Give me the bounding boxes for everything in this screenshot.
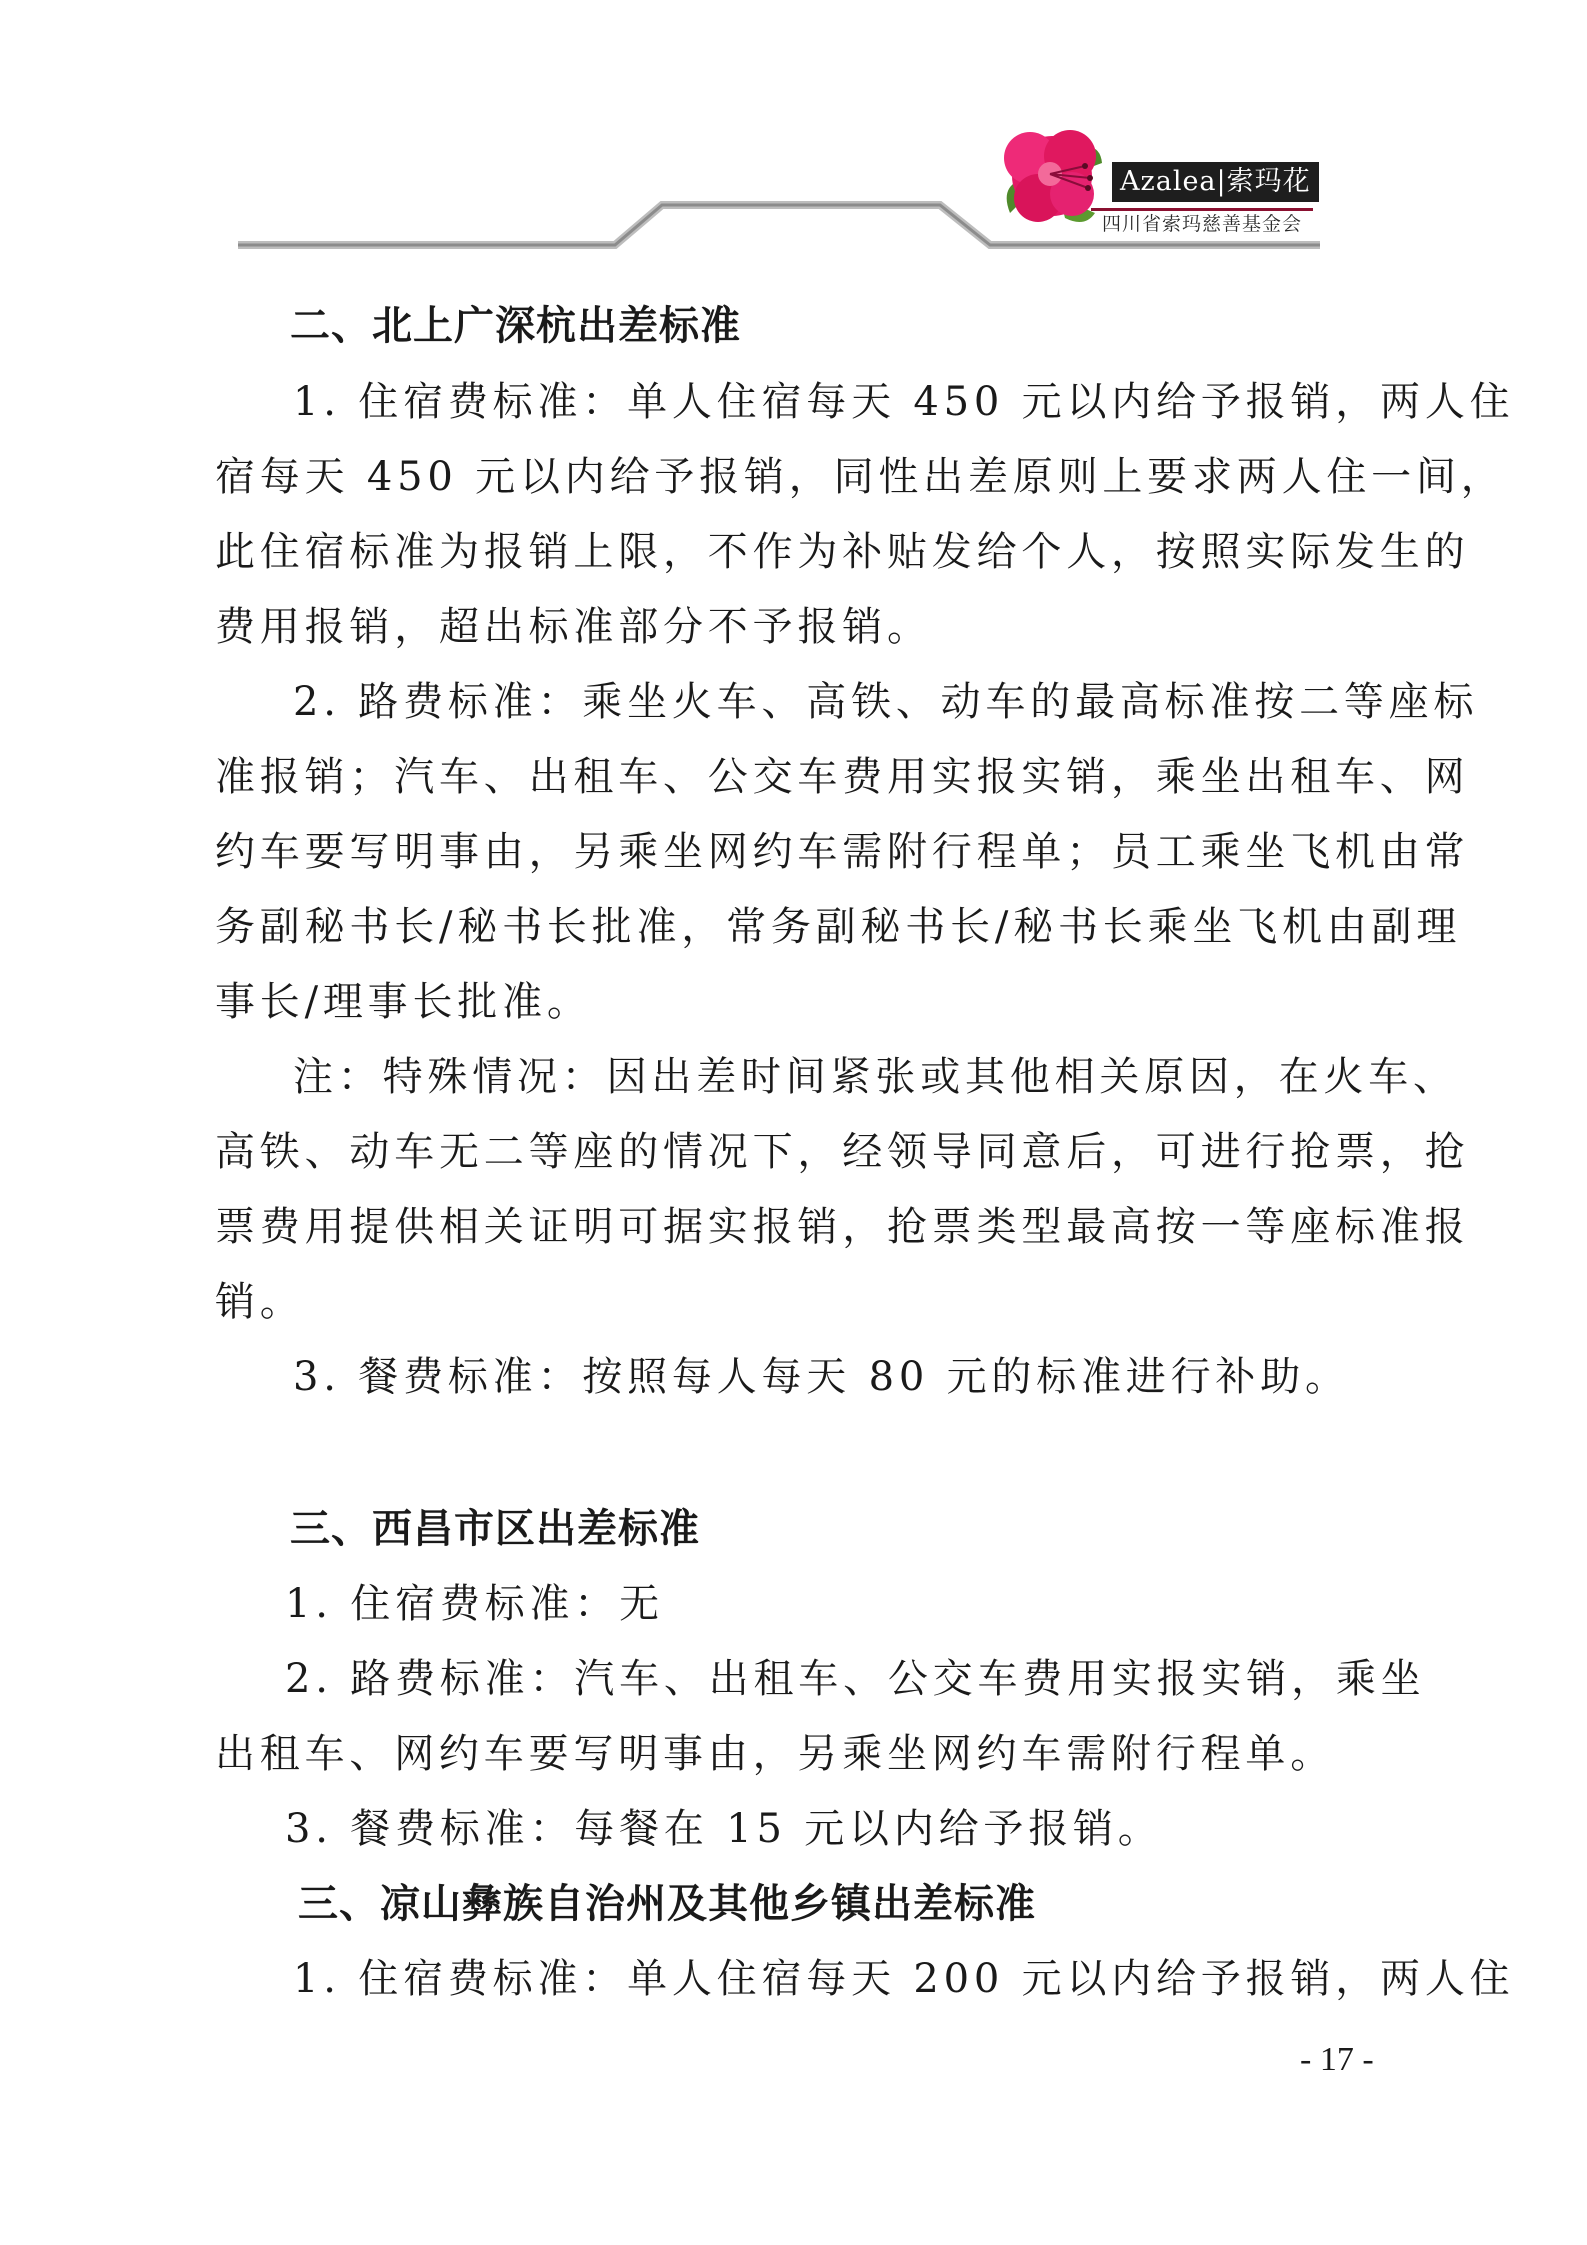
note-line: 注：特殊情况：因出差时间紧张或其他相关原因，在火车、: [293, 1054, 1458, 1100]
paragraph-line: 务副秘书长/秘书长批准，常务副秘书长/秘书长乘坐飞机由副理: [215, 904, 1462, 950]
paragraph-line: 1. 住宿费标准：无: [285, 1581, 664, 1627]
paragraph-line: 2. 路费标准：乘坐火车、高铁、动车的最高标准按二等座标: [293, 679, 1479, 725]
paragraph-line: 费用报销，超出标准部分不予报销。: [215, 604, 932, 650]
paragraph-line: 2. 路费标准：汽车、出租车、公交车费用实报实销，乘坐: [285, 1656, 1426, 1702]
paragraph-line: 事长/理事长批准。: [215, 979, 592, 1025]
note-line: 销。: [215, 1279, 305, 1325]
paragraph-line: 3. 餐费标准：每餐在 15 元以内给予报销。: [285, 1806, 1163, 1852]
logo-brand-text: Azalea|索玛花: [1112, 162, 1319, 202]
paragraph-line: 1. 住宿费标准：单人住宿每天 450 元以内给予报销，两人住: [293, 379, 1515, 425]
section-heading: 二、北上广深杭出差标准: [290, 303, 741, 349]
paragraph-line: 此住宿标准为报销上限，不作为补贴发给个人，按照实际发生的: [215, 529, 1470, 575]
logo-org-name: 四川省索玛慈善基金会: [1091, 208, 1313, 241]
paragraph-line: 3. 餐费标准：按照每人每天 80 元的标准进行补助。: [293, 1354, 1350, 1400]
page-number: - 17 -: [1300, 2041, 1374, 2078]
paragraph-line: 准报销；汽车、出租车、公交车费用实报实销，乘坐出租车、网: [215, 754, 1470, 800]
paragraph-line: 约车要写明事由，另乘坐网约车需附行程单；员工乘坐飞机由常: [215, 829, 1470, 875]
note-line: 高铁、动车无二等座的情况下，经领导同意后，可进行抢票，抢: [215, 1129, 1470, 1175]
section-heading: 三、西昌市区出差标准: [290, 1506, 700, 1552]
header-rule: [0, 0, 1587, 260]
paragraph-line: 1. 住宿费标准：单人住宿每天 200 元以内给予报销，两人住: [293, 1956, 1515, 2002]
section-heading: 三、凉山彝族自治州及其他乡镇出差标准: [298, 1881, 1036, 1927]
paragraph-line: 宿每天 450 元以内给予报销，同性出差原则上要求两人住一间，: [215, 454, 1506, 500]
foundation-logo: [990, 118, 1320, 238]
note-line: 票费用提供相关证明可据实报销，抢票类型最高按一等座标准报: [215, 1204, 1470, 1250]
paragraph-line: 出租车、网约车要写明事由，另乘坐网约车需附行程单。: [215, 1731, 1335, 1777]
